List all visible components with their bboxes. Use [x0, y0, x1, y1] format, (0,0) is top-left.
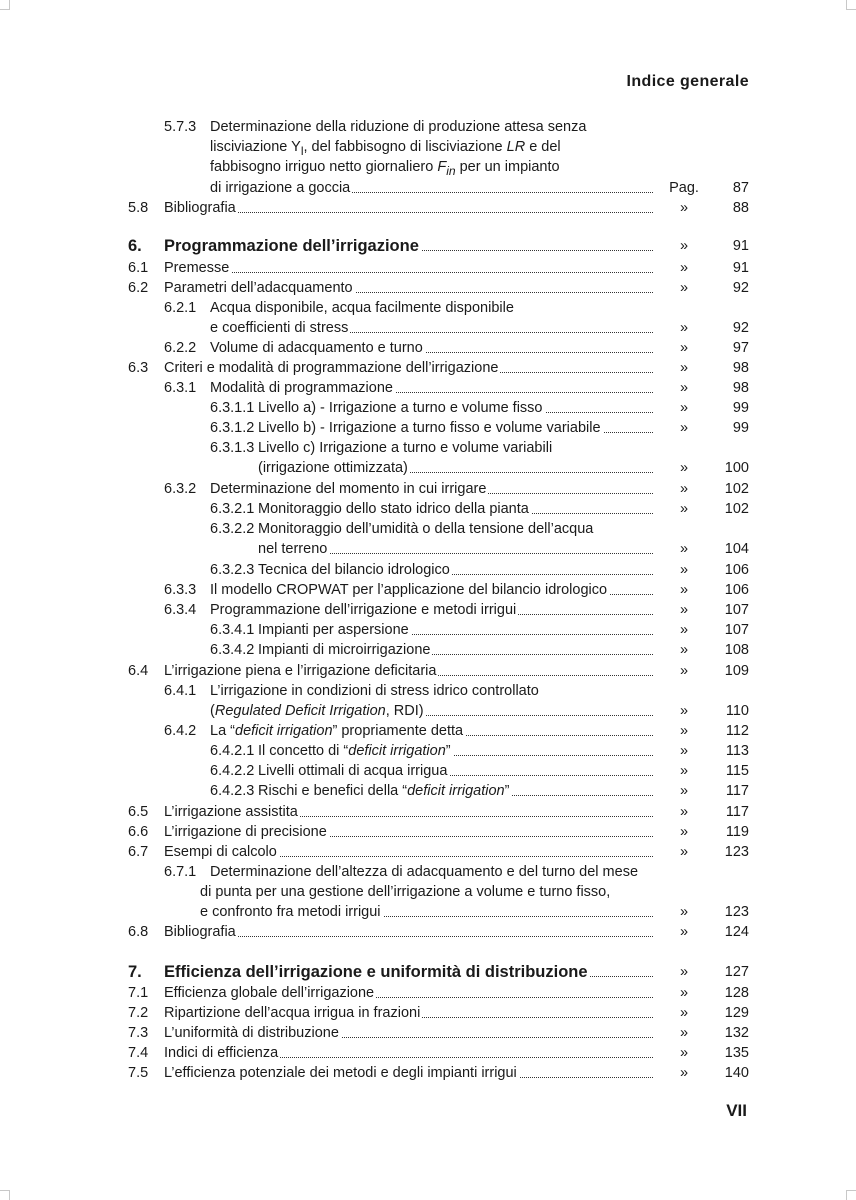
- toc-line: [0, 721, 856, 741]
- crop-mark-bottom-left: [0, 1190, 10, 1200]
- toc-page-prefix: »: [679, 723, 689, 739]
- toc-entry-number: 6.3.1: [164, 380, 197, 396]
- toc-page-prefix: »: [679, 340, 689, 356]
- toc-line: [0, 1063, 856, 1083]
- toc-entry-number: 6.3.2.1: [210, 501, 255, 517]
- toc-entry-number: 6.7: [128, 844, 149, 860]
- toc-entry-title: L’irrigazione in condizioni di stress idrico controllato: [210, 683, 539, 699]
- toc-entry-number: 6.2: [128, 280, 149, 296]
- toc-entry-title: Tecnica del bilancio idrologico: [258, 562, 450, 578]
- toc-entry-title: (irrigazione ottimizzata): [258, 460, 408, 477]
- toc-page-number: 99: [732, 400, 749, 416]
- toc-entry-title: Programmazione dell’irrigazione e metodi irrigui: [210, 602, 517, 618]
- toc-page-number: 109: [724, 663, 749, 679]
- toc-page-number: 100: [724, 460, 749, 477]
- toc-entry-number: 6.3.4.2: [210, 642, 255, 658]
- toc-page-prefix: »: [679, 380, 689, 396]
- toc-line: [0, 318, 856, 338]
- toc-page-prefix: »: [679, 582, 689, 598]
- toc-line: [0, 378, 856, 398]
- toc-page-number: 129: [724, 1005, 749, 1021]
- toc-entry-title: Acqua disponibile, acqua facilmente disponibile: [210, 300, 514, 316]
- toc-page-number: 102: [724, 501, 749, 517]
- toc-page-prefix: »: [679, 1065, 689, 1081]
- toc-line: [0, 741, 856, 761]
- toc-entry-title: Efficienza dell’irrigazione e uniformità di distribuzione: [164, 963, 588, 981]
- toc-line: [0, 560, 856, 580]
- toc-page-number: 106: [724, 582, 749, 598]
- toc-entry-number: 7.: [128, 963, 142, 981]
- toc-entry-title: L’irrigazione di precisione: [164, 824, 327, 840]
- toc-entry-number: 7.1: [128, 985, 149, 1001]
- toc-page-number: 128: [724, 985, 749, 1001]
- toc-entry-number: 7.2: [128, 1005, 149, 1021]
- toc-entry-number: 6.: [128, 237, 142, 255]
- toc-entry-number: 6.3.3: [164, 582, 197, 598]
- toc-page-prefix: »: [679, 904, 689, 921]
- toc-entry-number: 6.4.2.1: [210, 743, 255, 759]
- toc-page-prefix: »: [679, 703, 689, 720]
- toc-line: [0, 418, 856, 438]
- toc-page-prefix: »: [679, 924, 689, 940]
- toc-page-number: 87: [732, 179, 749, 196]
- toc-page-number: 104: [724, 541, 749, 558]
- toc-page-prefix: Pag.: [669, 179, 699, 196]
- toc-page-number: 117: [725, 804, 749, 820]
- toc-page-prefix: »: [679, 663, 689, 679]
- toc-entry-title: nel terreno: [258, 541, 328, 558]
- toc-entry-number: 5.8: [128, 200, 149, 216]
- toc-line: [0, 539, 856, 559]
- toc-entry-title: Impianti per aspersione: [258, 622, 409, 638]
- toc-entry-title: e confronto fra metodi irrigui: [200, 904, 381, 921]
- toc-entry-title: Premesse: [164, 260, 230, 276]
- toc-line: [0, 661, 856, 681]
- toc-entry-number: 6.4.1: [164, 683, 197, 699]
- toc-line: [0, 338, 856, 358]
- toc-entry-title: La “deficit irrigation” propriamente detta: [210, 723, 464, 739]
- toc-entry-title: Determinazione della riduzione di produzione attesa senza: [210, 119, 587, 135]
- toc-page-prefix: »: [679, 260, 689, 276]
- toc-entry-title: Volume di adacquamento e turno: [210, 340, 423, 356]
- toc-entry-title: Ripartizione dell’acqua irrigua in frazioni: [164, 1005, 421, 1021]
- toc-entry-title: Livello c) Irrigazione a turno e volume variabili: [258, 440, 553, 456]
- toc-line: [0, 1043, 856, 1063]
- toc-line: [0, 842, 856, 862]
- toc-entry-title: di punta per una gestione dell’irrigazione a volume e turno fisso,: [200, 884, 611, 901]
- toc-line: [0, 438, 856, 458]
- toc-entry-title: L’irrigazione assistita: [164, 804, 298, 820]
- toc-page-number: 135: [724, 1045, 749, 1061]
- toc-line: [0, 458, 856, 478]
- toc-line: [0, 580, 856, 600]
- toc-entry-title: Rischi e benefici della “deficit irrigation”: [258, 783, 510, 799]
- toc-page-number: 140: [724, 1065, 749, 1081]
- toc-entry-number: 6.3.2.3: [210, 562, 255, 578]
- toc-page-prefix: »: [679, 460, 689, 477]
- page-number: VII: [726, 1101, 747, 1120]
- toc-line: [0, 398, 856, 418]
- toc-entry-number: 6.3.1.2: [210, 420, 255, 436]
- toc-line: [0, 298, 856, 318]
- toc-line: [0, 278, 856, 298]
- toc-page-prefix: »: [679, 400, 689, 416]
- toc-page-prefix: »: [679, 622, 689, 638]
- toc-page-number: 115: [725, 763, 749, 779]
- toc-page-prefix: »: [679, 783, 689, 799]
- toc-entry-number: 6.1: [128, 260, 149, 276]
- toc-line: [0, 600, 856, 620]
- toc-entry-number: 7.5: [128, 1065, 149, 1081]
- toc-entry-number: 6.4: [128, 663, 149, 679]
- toc-page-number: 92: [732, 320, 749, 337]
- toc-page-number: 88: [732, 200, 749, 216]
- toc-page-number: 124: [724, 924, 749, 940]
- crop-mark-bottom-right: [846, 1190, 856, 1200]
- toc-page-number: 132: [724, 1025, 749, 1041]
- toc-page-prefix: »: [679, 642, 689, 658]
- toc-entry-title: lisciviazione $Y_l$, del fabbisogno di lisciviazione LR e del: [210, 139, 561, 159]
- toc-line: [0, 178, 856, 198]
- toc-line: [0, 640, 856, 660]
- toc-entry-title: di irrigazione a goccia: [210, 179, 351, 196]
- toc-page-prefix: »: [679, 763, 689, 779]
- toc-line: [0, 882, 856, 902]
- toc-page-prefix: »: [679, 200, 689, 216]
- toc-entry-title: Monitoraggio dello stato idrico della pianta: [258, 501, 529, 517]
- toc-entry-title: fabbisogno irriguo netto giornaliero $F_{in}$ per un impianto: [210, 159, 560, 179]
- toc-entry-title: L’irrigazione piena e l’irrigazione deficitaria: [164, 663, 437, 679]
- toc-entry-title: Esempi di calcolo: [164, 844, 277, 860]
- toc-page-prefix: »: [679, 964, 689, 980]
- toc-line: [0, 198, 856, 218]
- toc-entry-number: 6.8: [128, 924, 149, 940]
- toc-entry-title: Livello a) - Irrigazione a turno e volume fisso: [258, 400, 543, 416]
- toc-entry-number: 6.7.1: [164, 864, 197, 880]
- toc-line: [0, 620, 856, 640]
- toc-entry-title: Determinazione dell’altezza di adacquamento e del turno del mese: [210, 864, 639, 880]
- toc-page-prefix: »: [679, 360, 689, 376]
- toc-page-number: 123: [724, 904, 749, 921]
- toc-page-prefix: »: [679, 824, 689, 840]
- toc-page-number: 91: [732, 238, 749, 254]
- toc-entry-number: 6.4.2.3: [210, 783, 255, 799]
- toc-page-number: 108: [724, 642, 749, 658]
- toc-page-number: 97: [732, 340, 749, 356]
- toc-entry-number: 6.4.2: [164, 723, 197, 739]
- toc-page-prefix: »: [679, 280, 689, 296]
- toc-entry-title: Monitoraggio dell’umidità o della tensione dell’acqua: [258, 521, 594, 537]
- toc-line: [0, 236, 856, 256]
- toc-page-prefix: »: [679, 320, 689, 337]
- running-head: Indice generale: [626, 73, 749, 90]
- toc-entry-number: 6.5: [128, 804, 149, 820]
- toc-page-number: 119: [725, 824, 749, 840]
- toc-line: [0, 902, 856, 922]
- toc-page-number: 117: [725, 783, 749, 799]
- toc-entry-title: Modalità di programmazione: [210, 380, 393, 396]
- toc-page-prefix: »: [679, 804, 689, 820]
- toc-line: [0, 1023, 856, 1043]
- toc-entry-title: Livelli ottimali di acqua irrigua: [258, 763, 448, 779]
- toc-entry-title: Criteri e modalità di programmazione dell’irrigazione: [164, 360, 499, 376]
- toc-entry-title: Efficienza globale dell’irrigazione: [164, 985, 375, 1001]
- toc-page-prefix: »: [679, 602, 689, 618]
- toc-entry-number: 6.3.1.1: [210, 400, 255, 416]
- toc-page-prefix: »: [679, 1045, 689, 1061]
- toc-page-number: 106: [724, 562, 749, 578]
- toc-entry-title: Bibliografia: [164, 200, 236, 216]
- toc-line: [0, 802, 856, 822]
- toc-entry-number: 6.3.2: [164, 481, 197, 497]
- toc-line: [0, 701, 856, 721]
- toc-entry-title: Indici di efficienza: [164, 1045, 279, 1061]
- toc-page-prefix: »: [679, 1025, 689, 1041]
- toc-page-prefix: »: [679, 420, 689, 436]
- toc-line: [0, 479, 856, 499]
- toc-line: [0, 761, 856, 781]
- toc-entry-number: 7.3: [128, 1025, 149, 1041]
- toc-line: [0, 258, 856, 278]
- toc-page-prefix: »: [679, 501, 689, 517]
- toc-page-number: 98: [732, 360, 749, 376]
- toc-page-prefix: »: [679, 238, 689, 254]
- toc-page-prefix: »: [679, 541, 689, 558]
- toc-page-number: 127: [724, 964, 749, 980]
- toc-line: [0, 117, 856, 137]
- toc-page-number: 99: [732, 420, 749, 436]
- toc-entry-number: 6.2.2: [164, 340, 197, 356]
- toc-page-prefix: »: [679, 844, 689, 860]
- toc-page-number: 91: [732, 260, 749, 276]
- toc-line: [0, 681, 856, 701]
- toc-entry-title: Impianti di microirrigazione: [258, 642, 431, 658]
- toc-entry-number: 7.4: [128, 1045, 149, 1061]
- toc-entry-title: Il modello CROPWAT per l’applicazione del bilancio idrologico: [210, 582, 608, 598]
- toc-line: [0, 962, 856, 982]
- toc-entry-number: 6.2.1: [164, 300, 197, 316]
- toc-line: [0, 1003, 856, 1023]
- toc-page-prefix: »: [679, 1005, 689, 1021]
- toc-entry-number: 6.4.2.2: [210, 763, 255, 779]
- toc-entry-title: e coefficienti di stress: [210, 320, 349, 337]
- toc-page-number: 102: [724, 481, 749, 497]
- crop-mark-top-left: [0, 0, 10, 10]
- toc-page-number: 92: [732, 280, 749, 296]
- toc-page-prefix: »: [679, 562, 689, 578]
- toc-entry-number: 6.3.2.2: [210, 521, 255, 537]
- toc-entry-number: 6.3.4.1: [210, 622, 255, 638]
- toc-entry-number: 6.6: [128, 824, 149, 840]
- toc-page-number: 107: [724, 622, 749, 638]
- toc-entry-title: Bibliografia: [164, 924, 236, 940]
- toc-page-number: 112: [725, 723, 749, 739]
- toc-line: [0, 358, 856, 378]
- toc-entry-number: 6.3.1.3: [210, 440, 255, 456]
- toc-line: [0, 137, 856, 157]
- toc-entry-title: Il concetto di “deficit irrigation”: [258, 743, 451, 759]
- toc-page-prefix: »: [679, 481, 689, 497]
- toc-page-number: 113: [725, 743, 749, 759]
- toc-page-number: 110: [725, 703, 749, 720]
- toc-entry-number: 6.3.4: [164, 602, 197, 618]
- toc-line: [0, 519, 856, 539]
- toc-entry-title: L’efficienza potenziale dei metodi e degli impianti irrigui: [164, 1065, 517, 1081]
- toc-entry-number: 6.3: [128, 360, 149, 376]
- toc-entry-title: Parametri dell’adacquamento: [164, 280, 353, 296]
- toc-page-number: 123: [724, 844, 749, 860]
- toc-entry-title: L’uniformità di distribuzione: [164, 1025, 339, 1041]
- toc-entry-number: 5.7.3: [164, 119, 197, 135]
- crop-mark-top-right: [846, 0, 856, 10]
- toc-entry-title: Determinazione del momento in cui irrigare: [210, 481, 487, 497]
- toc-line: [0, 862, 856, 882]
- toc-entry-title: Programmazione dell’irrigazione: [164, 237, 419, 255]
- toc-page-number: 107: [724, 602, 749, 618]
- toc-line: [0, 157, 856, 177]
- toc-line: [0, 499, 856, 519]
- toc-entry-title: (Regulated Deficit Irrigation, RDI): [210, 703, 424, 720]
- toc-page-prefix: »: [679, 985, 689, 1001]
- toc-line: [0, 922, 856, 942]
- toc-line: [0, 781, 856, 801]
- toc-entry-title: Livello b) - Irrigazione a turno fisso e volume variabile: [258, 420, 601, 436]
- toc-page-number: 98: [732, 380, 749, 396]
- toc-line: [0, 822, 856, 842]
- toc-line: [0, 983, 856, 1003]
- toc-page-prefix: »: [679, 743, 689, 759]
